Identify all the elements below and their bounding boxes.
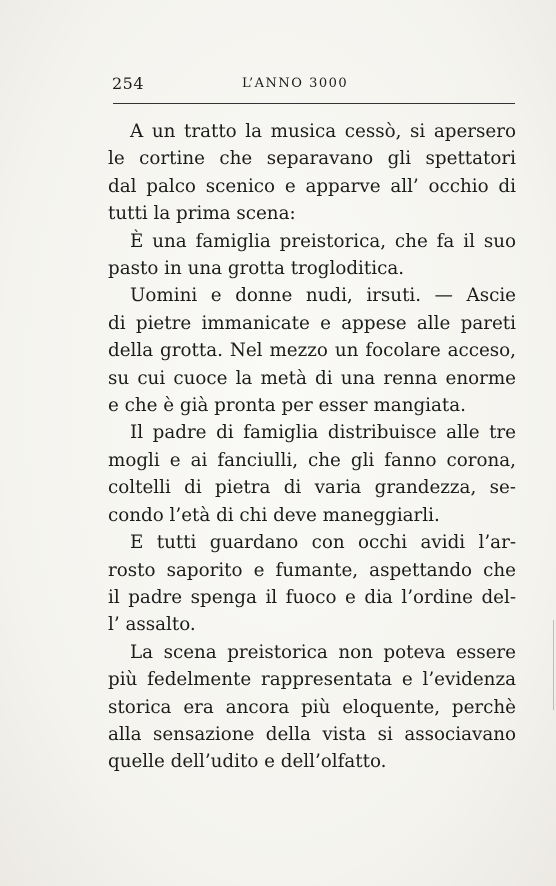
text-line: La scena preistorica non poteva essere bbox=[130, 641, 516, 663]
text-line: di pietre immanicate e appese alle pareti bbox=[108, 312, 516, 334]
text-line: A un tratto la musica cessò, si apersero bbox=[130, 121, 516, 142]
text-line: quelle dell’udito e dell’olfatto. bbox=[108, 751, 387, 773]
text-line: rosto saporito e fumante, aspettando che bbox=[108, 559, 516, 581]
text-line: Il padre di famiglia distribuisce alle tre bbox=[130, 422, 516, 444]
text-line: su cui cuoce la metà di una renna enorme bbox=[108, 367, 516, 389]
text-line: pasto in una grotta trogloditica. bbox=[108, 258, 405, 280]
text-line: Uomini e donne nudi, irsuti. — Ascie bbox=[130, 285, 516, 307]
text-line: dal palco scenico e apparve all’ occhio di bbox=[108, 175, 516, 197]
text-line: della grotta. Nel mezzo un focolare acceso, bbox=[108, 340, 516, 362]
page-number: 254 bbox=[112, 74, 145, 93]
page-header bbox=[112, 74, 516, 96]
page-edge-shadow bbox=[553, 620, 554, 710]
text-line: e che è già pronta per esser mangiata. bbox=[108, 395, 466, 417]
text-line: condo l’età di chi deve maneggiarli. bbox=[108, 504, 440, 526]
text-line: l’ assalto. bbox=[108, 614, 196, 636]
text-line: più fedelmente rappresentata e l’evidenza bbox=[108, 669, 516, 691]
text-line: È una famiglia preistorica, che fa il suo bbox=[130, 230, 516, 252]
body-text bbox=[108, 118, 516, 776]
header-rule bbox=[113, 103, 515, 104]
text-line: tutti la prima scena: bbox=[108, 203, 296, 225]
text-line: il padre spenga il fuoco e dia l’ordine del- bbox=[108, 586, 516, 608]
text-line: mogli e ai fanciulli, che gli fanno corona, bbox=[108, 449, 516, 471]
running-title: L’ANNO 3000 bbox=[242, 76, 349, 91]
text-line: alla sensazione della vista si associavano bbox=[108, 723, 516, 745]
text-line: coltelli di pietra di varia grandezza, se- bbox=[108, 477, 516, 499]
text-line: le cortine che separavano gli spettatori bbox=[108, 148, 516, 170]
text-line: storica era ancora più eloquente, perchè bbox=[108, 696, 516, 718]
text-line: E tutti guardano con occhi avidi l’ar- bbox=[130, 532, 516, 554]
